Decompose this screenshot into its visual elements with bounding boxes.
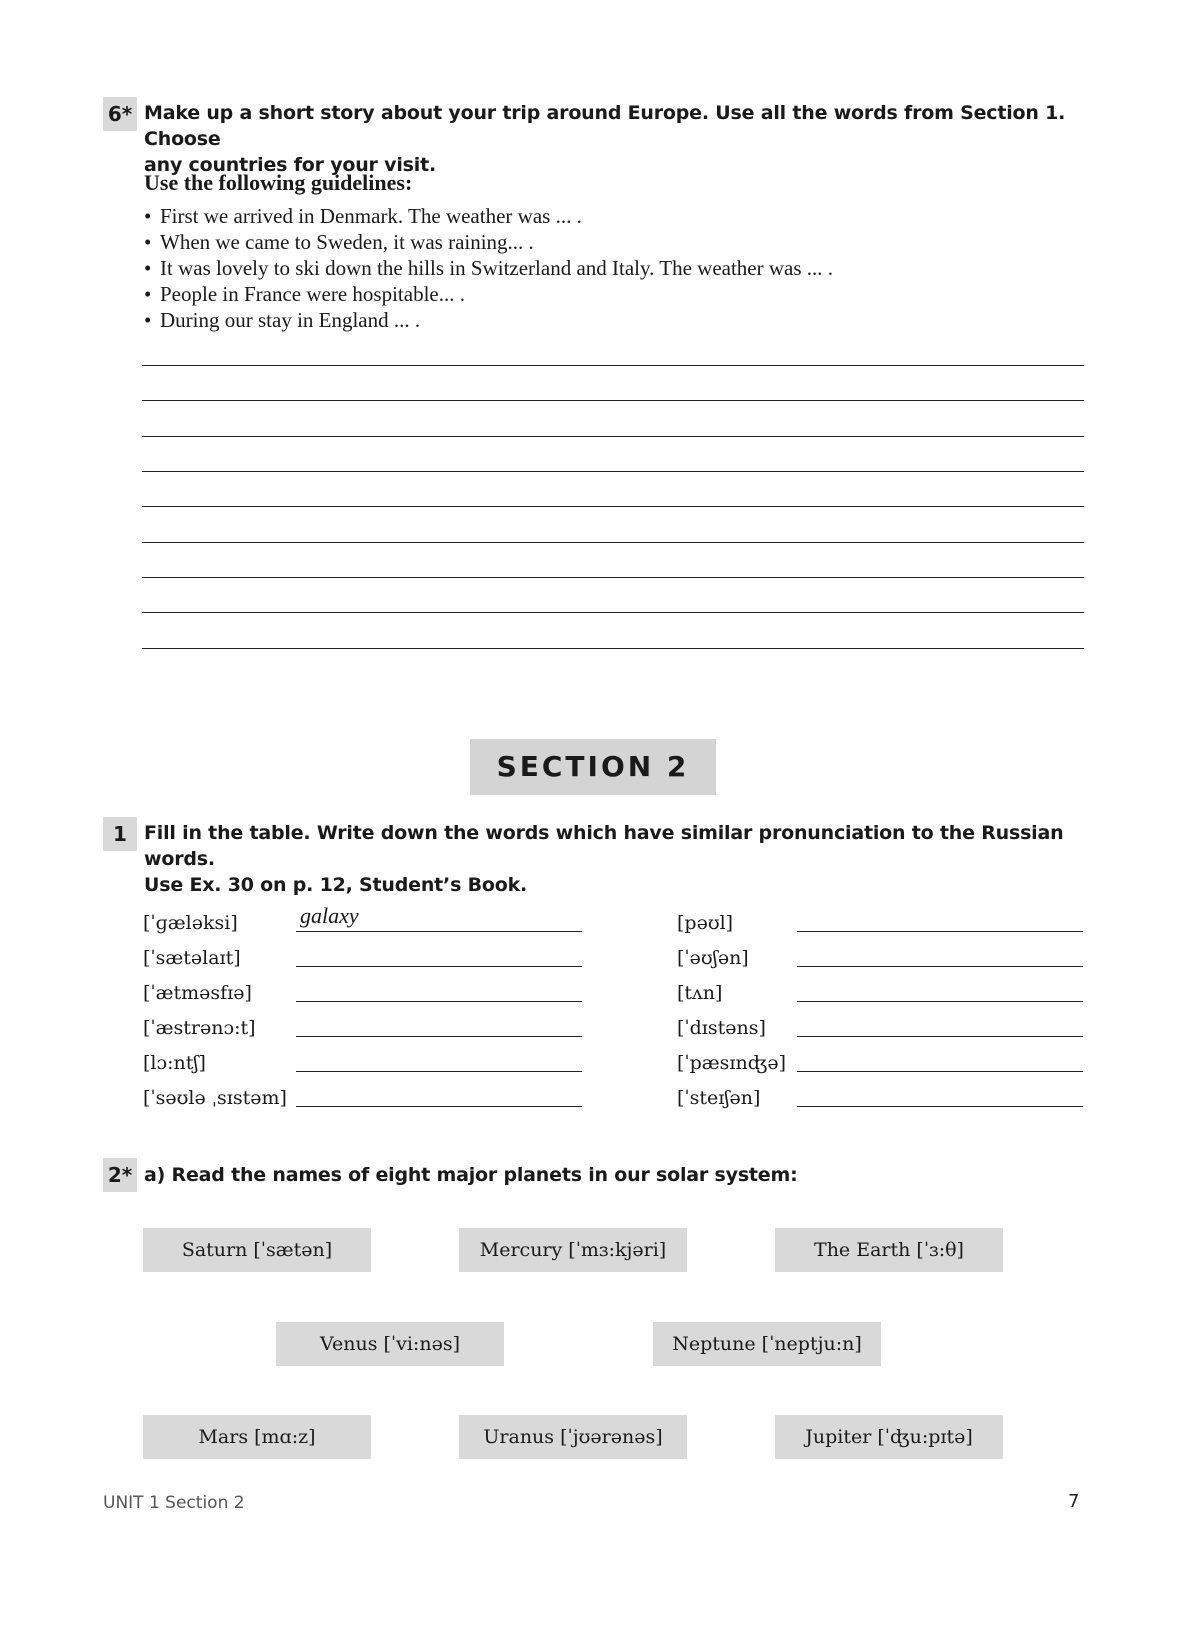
transcription-right-6: [ˈsteɪʃən] <box>677 1087 761 1109</box>
page-number: 7 <box>1068 1491 1080 1512</box>
planet-card-earth: The Earth [ˈɜ:θ] <box>775 1228 1003 1272</box>
writing-line[interactable] <box>142 612 1084 613</box>
guideline-item: • First we arrived in Denmark. The weather was ... . <box>144 203 833 229</box>
guidelines-title: Use the following guidelines: <box>144 170 413 195</box>
transcription-left-6: [ˈsəʊlə ˌsɪstəm] <box>143 1087 287 1109</box>
planet-card-mars: Mars [mɑ:z] <box>143 1415 371 1459</box>
footer-unit-label: UNIT 1 Section 2 <box>103 1493 245 1513</box>
guidelines-list <box>144 203 833 333</box>
planet-card-uranus: Uranus [ˈjʊərənəs] <box>459 1415 687 1459</box>
answer-field-right-1[interactable] <box>797 905 1083 932</box>
guideline-item: • When we came to Sweden, it was raining... . <box>144 229 833 255</box>
writing-line[interactable] <box>142 471 1084 472</box>
answer-field-right-4[interactable] <box>797 1010 1083 1037</box>
answer-field-left-1[interactable] <box>296 905 582 932</box>
transcription-right-1: [pəʊl] <box>677 912 734 934</box>
exercise-6-instruction-line2: any countries for your visit. <box>144 154 436 176</box>
answer-field-left-2[interactable] <box>296 940 582 967</box>
writing-line[interactable] <box>142 542 1084 543</box>
exercise-2-instruction: a) Read the names of eight major planets in our solar system: <box>144 1164 798 1186</box>
transcription-right-4: [ˈdɪstəns] <box>677 1017 766 1039</box>
transcription-left-2: [ˈsætəlaɪt] <box>143 947 241 969</box>
exercise-6-instruction <box>144 100 1104 178</box>
exercise-1-instruction-line2: Use Ex. 30 on p. 12, Student’s Book. <box>144 874 528 896</box>
writing-line[interactable] <box>142 400 1084 401</box>
guideline-item: • People in France were hospitable... . <box>144 281 833 307</box>
planet-card-mercury: Mercury [ˈmɜ:kjəri] <box>459 1228 687 1272</box>
answer-text: galaxy <box>300 903 359 928</box>
answer-field-left-4[interactable] <box>296 1010 582 1037</box>
transcription-right-3: [tʌn] <box>677 982 723 1004</box>
exercise-1-instruction <box>144 820 1104 898</box>
writing-line[interactable] <box>142 577 1084 578</box>
exercise-6-instruction-line1: Make up a short story about your trip around Europe. Use all the words from Section 1. Choose <box>144 102 1066 150</box>
planet-card-jupiter: Jupiter [ˈʤu:pɪtə] <box>775 1415 1003 1459</box>
transcription-left-1: [ˈɡæləksi] <box>143 912 238 934</box>
writing-line[interactable] <box>142 436 1084 437</box>
answer-field-right-6[interactable] <box>797 1080 1083 1107</box>
transcription-left-3: [ˈætməsfɪə] <box>143 982 252 1004</box>
transcription-right-5: [ˈpæsɪnʤə] <box>677 1052 787 1074</box>
guideline-item: • It was lovely to ski down the hills in Switzerland and Italy. The weather was ... . <box>144 255 833 281</box>
exercise-number-6: 6* <box>103 97 137 131</box>
answer-field-left-3[interactable] <box>296 975 582 1002</box>
transcription-left-4: [ˈæstrənɔ:t] <box>143 1017 256 1039</box>
writing-line[interactable] <box>142 648 1084 649</box>
exercise-number-2: 2* <box>103 1158 137 1192</box>
answer-field-left-5[interactable] <box>296 1045 582 1072</box>
answer-field-left-6[interactable] <box>296 1080 582 1107</box>
transcription-left-5: [lɔ:ntʃ] <box>143 1052 206 1074</box>
guideline-item: • During our stay in England ... . <box>144 307 833 333</box>
writing-line[interactable] <box>142 506 1084 507</box>
section-heading: SECTION 2 <box>470 739 716 795</box>
planet-card-venus: Venus [ˈvi:nəs] <box>276 1322 504 1366</box>
exercise-number-1: 1 <box>103 817 137 851</box>
transcription-right-2: [ˈəʊʃən] <box>677 947 749 969</box>
answer-field-right-2[interactable] <box>797 940 1083 967</box>
planet-card-saturn: Saturn [ˈsætən] <box>143 1228 371 1272</box>
planet-card-neptune: Neptune [ˈneptju:n] <box>653 1322 881 1366</box>
answer-field-right-3[interactable] <box>797 975 1083 1002</box>
exercise-1-instruction-line1: Fill in the table. Write down the words which have similar pronunciation to the Russian words. <box>144 822 1064 870</box>
writing-line[interactable] <box>142 365 1084 366</box>
answer-field-right-5[interactable] <box>797 1045 1083 1072</box>
